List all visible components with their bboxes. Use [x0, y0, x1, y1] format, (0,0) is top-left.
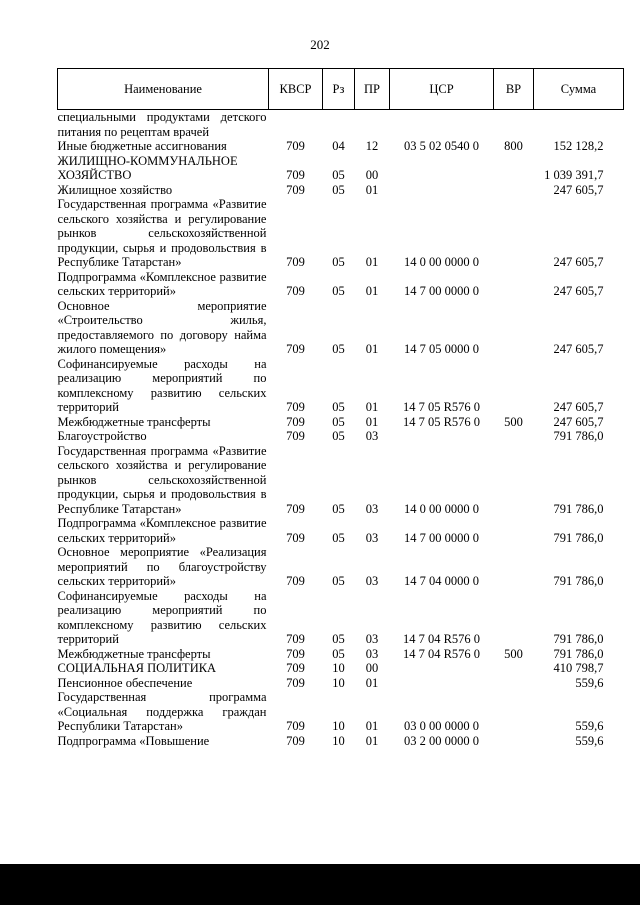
cell-csr: 14 7 00 0000 0: [404, 284, 479, 298]
table-row: [58, 676, 624, 691]
cell-name: Межбюджетные трансферты: [57, 414, 211, 429]
cell-csr: [390, 661, 494, 676]
cell-rz: 05: [332, 530, 345, 545]
cell-kvsr: 709: [286, 661, 305, 675]
cell-amount: 247 605,7: [553, 182, 604, 197]
cell-csr: 14 7 00 0000 0: [404, 530, 479, 545]
cell-pr: 03: [365, 501, 379, 516]
cell-name: Иные бюджетные ассигнования: [57, 139, 227, 153]
cell-csr: 14 0 00 0000 0: [404, 255, 479, 269]
cell-csr: 03 0 00 0000 0: [404, 719, 479, 733]
table-row: [58, 154, 624, 183]
cell-vr: [494, 197, 534, 270]
cell-csr: 14 7 05 0000 0: [404, 342, 479, 356]
cell-kvsr: 709: [286, 530, 305, 545]
cell-amount: 559,6: [575, 719, 604, 733]
table-row: [58, 197, 624, 270]
cell-vr: [494, 357, 534, 415]
cell-rz: 05: [332, 182, 345, 197]
cell-pr: 01: [365, 284, 379, 298]
header-vr: ВР: [494, 69, 534, 110]
table-row: [58, 139, 624, 154]
cell-vr: [494, 110, 534, 140]
cell-name: Жилищное хозяйство: [57, 182, 173, 197]
cell-pr: 01: [365, 400, 379, 414]
cell-csr: 14 7 04 0000 0: [404, 574, 479, 588]
cell-kvsr: 709: [286, 646, 305, 661]
cell-amount: 791 786,0: [553, 501, 604, 516]
table-row: [58, 110, 624, 140]
cell-kvsr: 709: [286, 574, 305, 588]
cell-vr: [494, 154, 534, 183]
cell-csr: [390, 183, 494, 198]
cell-pr: 03: [365, 646, 379, 661]
cell-amount: 247 605,7: [553, 400, 604, 414]
cell-csr: 14 7 05 R576 0: [402, 414, 481, 429]
cell-amount: 791 786,0: [553, 646, 604, 661]
cell-rz: 05: [332, 400, 345, 414]
header-name: Наименование: [58, 69, 269, 110]
cell-csr: [390, 676, 494, 691]
cell-name: Межбюджетные трансферты: [57, 646, 211, 661]
cell-name: Государственная программа «Социальная поддержка граждан Республики Татарстан»: [57, 690, 267, 733]
cell-pr: 00: [365, 168, 379, 182]
header-kvsr: КВСР: [269, 69, 323, 110]
cell-kvsr: 709: [286, 719, 305, 733]
cell-amount: 1 039 391,7: [544, 168, 604, 182]
cell-kvsr: 709: [286, 675, 305, 690]
table-row: [58, 647, 624, 662]
cell-kvsr: 709: [286, 733, 305, 748]
cell-csr: 14 7 05 R576 0: [402, 400, 481, 414]
cell-vr: [494, 444, 534, 517]
cell-csr: 14 7 04 R576 0: [402, 632, 481, 646]
cell-kvsr: 709: [286, 182, 305, 197]
table-row: [58, 545, 624, 589]
cell-name: Подпрограмма «Комплексное развитие сельских территорий»: [57, 269, 267, 298]
cell-rz: 10: [332, 661, 345, 675]
table-row: [58, 299, 624, 357]
table-row: [58, 415, 624, 430]
cell-vr: 800: [504, 139, 523, 153]
cell-rz: [323, 110, 355, 140]
cell-kvsr: [269, 110, 323, 140]
cell-kvsr: 709: [286, 139, 305, 153]
header-csr: ЦСР: [390, 69, 494, 110]
cell-pr: 00: [365, 661, 379, 675]
cell-amount: 559,6: [575, 733, 604, 748]
cell-kvsr: 709: [286, 501, 305, 516]
cell-rz: 05: [332, 168, 345, 182]
cell-pr: 01: [365, 342, 379, 356]
cell-pr: 01: [365, 414, 379, 429]
header-amount: Сумма: [534, 69, 624, 110]
cell-name: Софинансируемые расходы на реализацию мероприятий по комплексному развитию сельских территорий: [57, 588, 267, 646]
cell-csr: 14 0 00 0000 0: [404, 501, 479, 516]
cell-vr: [494, 183, 534, 198]
cell-name: Основное мероприятие «Реализация мероприятий по благоустройству сельских территорий»: [57, 545, 267, 588]
table-row: [58, 690, 624, 734]
cell-amount: 152 128,2: [553, 139, 604, 153]
cell-amount: 559,6: [575, 675, 604, 690]
cell-vr: [494, 589, 534, 647]
cell-amount: 247 605,7: [553, 414, 604, 429]
cell-name: Подпрограмма «Повышение: [57, 733, 210, 748]
cell-csr: [390, 110, 494, 140]
cell-pr: 01: [365, 719, 379, 733]
cell-pr: [355, 110, 390, 140]
cell-kvsr: 709: [286, 414, 305, 429]
cell-amount: 247 605,7: [553, 284, 604, 298]
table-row: [58, 444, 624, 517]
cell-csr: 03 2 00 0000 0: [404, 733, 479, 748]
cell-rz: 05: [332, 342, 345, 356]
table-row: [58, 270, 624, 299]
cell-amount: 791 786,0: [553, 429, 604, 443]
cell-kvsr: 709: [286, 632, 305, 646]
cell-rz: 05: [332, 632, 345, 646]
cell-pr: 12: [365, 139, 379, 153]
cell-amount: [534, 110, 624, 140]
cell-name: Государственная программа «Развитие сельского хозяйства и регулирование рынков сельскохозяйственной продукции, сырья и продовольствия в Республике Татарстан»: [57, 197, 267, 269]
scan-bottom-edge: [0, 864, 640, 905]
cell-vr: [494, 661, 534, 676]
cell-rz: 05: [332, 501, 345, 516]
cell-vr: [494, 299, 534, 357]
cell-pr: 03: [365, 574, 379, 588]
cell-pr: 03: [365, 632, 379, 646]
cell-rz: 04: [332, 139, 345, 153]
cell-kvsr: 709: [286, 168, 305, 182]
table-row: [58, 589, 624, 647]
cell-pr: 03: [365, 429, 379, 443]
cell-amount: 791 786,0: [553, 574, 604, 588]
cell-pr: 01: [365, 675, 379, 690]
cell-rz: 05: [332, 574, 345, 588]
table-row: [58, 429, 624, 444]
cell-csr: [390, 154, 494, 183]
cell-vr: [494, 545, 534, 589]
cell-kvsr: 709: [286, 400, 305, 414]
header-rz: Рз: [323, 69, 355, 110]
cell-rz: 05: [332, 646, 345, 661]
table-row: [58, 661, 624, 676]
cell-amount: 247 605,7: [553, 255, 604, 269]
cell-name: Основное мероприятие «Строительство жилья, предоставляемого по договору найма жилого помещения»: [57, 298, 267, 356]
cell-name: Благоустройство: [57, 429, 147, 443]
cell-rz: 10: [332, 719, 345, 733]
cell-pr: 01: [365, 182, 379, 197]
cell-pr: 01: [365, 733, 379, 748]
cell-amount: 247 605,7: [553, 342, 604, 356]
cell-rz: 05: [332, 284, 345, 298]
cell-pr: 01: [365, 255, 379, 269]
cell-vr: [494, 676, 534, 691]
cell-amount: 791 786,0: [553, 632, 604, 646]
cell-csr: 14 7 04 R576 0: [402, 646, 481, 661]
cell-vr: [494, 429, 534, 444]
cell-name: специальными продуктами детского питания по рецептам врачей: [57, 110, 267, 139]
table-header-row: [58, 69, 624, 110]
table-body: [58, 110, 624, 749]
cell-kvsr: 709: [286, 284, 305, 298]
cell-rz: 10: [332, 733, 345, 748]
cell-csr: [390, 429, 494, 444]
cell-vr: [494, 690, 534, 734]
cell-csr: 03 5 02 0540 0: [404, 139, 479, 153]
cell-name: СОЦИАЛЬНАЯ ПОЛИТИКА: [57, 661, 217, 675]
cell-pr: 03: [365, 530, 379, 545]
budget-table: [57, 68, 624, 748]
cell-vr: 500: [504, 414, 523, 429]
table-row: [58, 734, 624, 749]
cell-name: Государственная программа «Развитие сельского хозяйства и регулирование рынков сельскохозяйственной продукции, сырья и продовольствия в Республике Татарстан»: [57, 443, 267, 516]
cell-name: Подпрограмма «Комплексное развитие сельских территорий»: [57, 516, 267, 545]
cell-rz: 10: [332, 675, 345, 690]
cell-name: ЖИЛИЩНО-КОММУНАЛЬНОЕ ХОЗЯЙСТВО: [57, 153, 238, 182]
cell-name: Софинансируемые расходы на реализацию мероприятий по комплексному развитию сельских территорий: [57, 356, 267, 414]
cell-name: Пенсионное обеспечение: [57, 675, 193, 690]
header-pr: ПР: [355, 69, 390, 110]
cell-vr: [494, 734, 534, 749]
cell-amount: 791 786,0: [553, 530, 604, 545]
cell-kvsr: 709: [286, 342, 305, 356]
cell-vr: 500: [504, 646, 523, 661]
table-row: [58, 516, 624, 545]
cell-kvsr: 709: [286, 255, 305, 269]
cell-rz: 05: [332, 255, 345, 269]
cell-rz: 05: [332, 414, 345, 429]
cell-amount: 410 798,7: [553, 661, 604, 675]
cell-vr: [494, 270, 534, 299]
page-number: 202: [310, 37, 330, 52]
cell-kvsr: 709: [286, 429, 305, 443]
table-row: [58, 183, 624, 198]
table-row: [58, 357, 624, 415]
cell-rz: 05: [332, 429, 345, 443]
cell-vr: [494, 516, 534, 545]
